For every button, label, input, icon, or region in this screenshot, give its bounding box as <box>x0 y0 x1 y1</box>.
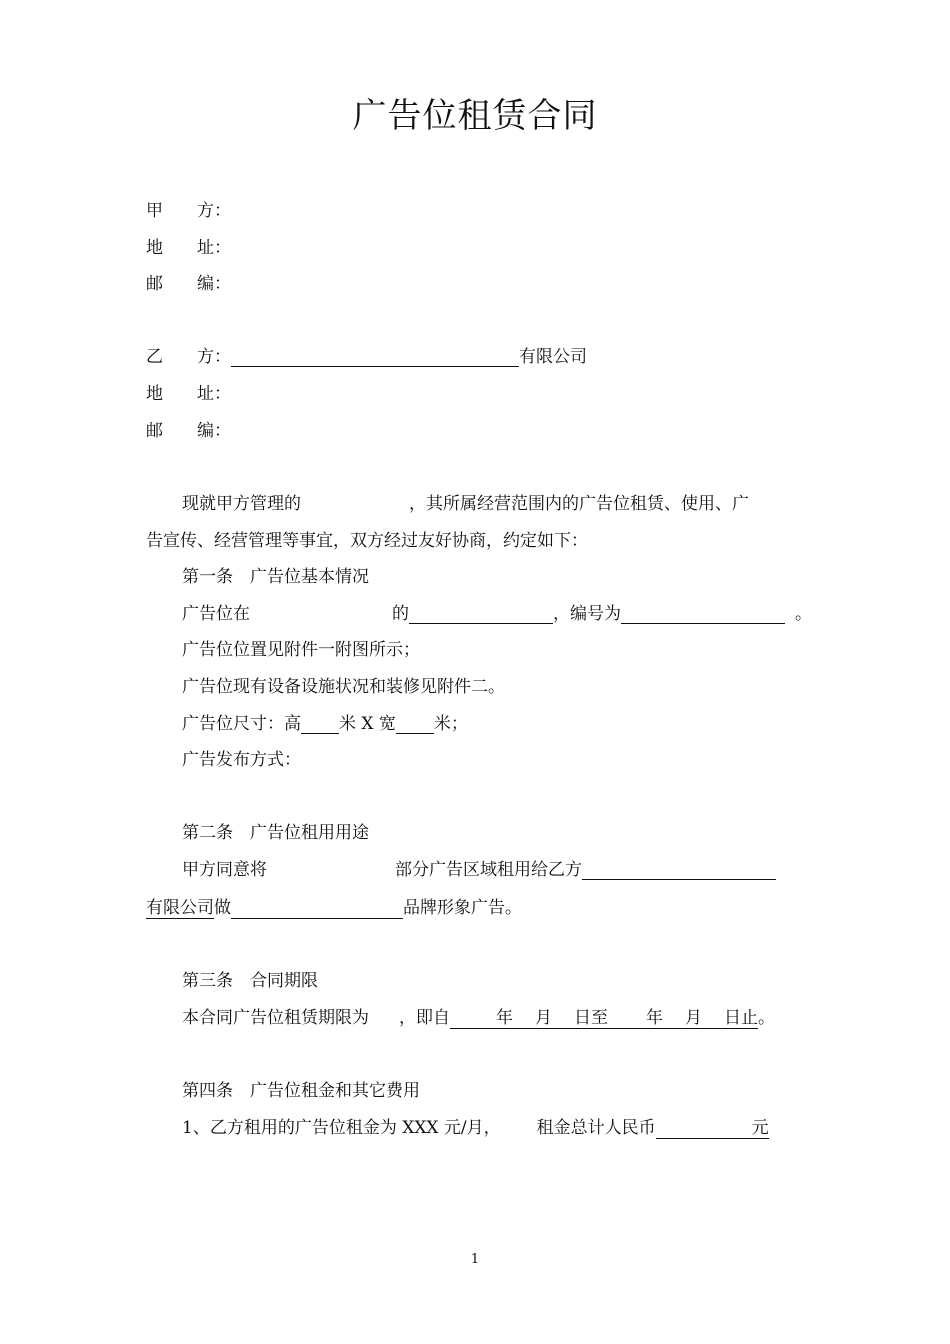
ad-location-text-b: 的 <box>392 604 409 624</box>
page-number: 1 <box>470 1252 480 1267</box>
article-2-line-2 <box>146 898 522 919</box>
rent-text-b: 租金总计人民币 <box>536 1118 656 1138</box>
ad-publish-method: 广告发布方式： <box>182 750 301 770</box>
term-year-1: 年 <box>496 1008 513 1028</box>
party-b-postcode-label: 邮 编： <box>146 421 231 441</box>
article-1-heading: 第一条 广告位基本情况 <box>182 567 369 587</box>
intro-line-2: 告宣传、经营管理等事宜，双方经过友好协商，约定如下： <box>146 531 588 551</box>
term-day-2: 日止 <box>724 1008 758 1028</box>
document-title: 广告位租赁合同 <box>352 96 598 136</box>
article-2-text-b: 部分广告区域租用给乙方 <box>395 860 582 880</box>
article-2-text-a: 甲方同意将 <box>182 860 267 880</box>
ad-number-label: ，编号为 <box>553 604 621 624</box>
party-b-company-suffix: 有限公司 <box>519 347 587 367</box>
term-text-b: ，即自 <box>399 1008 450 1028</box>
party-a-address-label: 地 址： <box>146 238 231 258</box>
term-period: 。 <box>758 1008 775 1028</box>
article-2-heading: 第二条 广告位租用用途 <box>182 823 369 843</box>
article-3-heading: 第三条 合同期限 <box>182 971 318 991</box>
ad-location-blank[interactable] <box>409 605 553 624</box>
intro-text-a: 现就甲方管理的 <box>182 494 301 514</box>
ad-number-blank[interactable] <box>621 605 785 624</box>
brand-name-blank[interactable] <box>231 900 403 919</box>
rent-currency-unit: 元 <box>751 1118 769 1138</box>
article-4-heading: 第四条 广告位租金和其它费用 <box>182 1081 420 1101</box>
ad-size-text-c: 米； <box>433 714 468 734</box>
ad-size-text-a: 广告位尺寸：高 <box>182 714 301 734</box>
article-2-text-c: 品牌形象广告。 <box>403 898 522 918</box>
term-dates[interactable] <box>450 1008 758 1029</box>
ad-size-text-b: 米 X 宽 <box>339 714 396 734</box>
party-b-address-label: 地 址： <box>146 384 231 404</box>
ad-size-line <box>182 714 468 734</box>
party-a-postcode-label: 邮 编： <box>146 274 231 294</box>
contract-term-line <box>182 1008 775 1028</box>
rent-total-blank[interactable] <box>656 1120 752 1139</box>
intro-text-b: ，其所属经营范围内的广告位租赁、使用、广 <box>409 494 749 514</box>
rent-line <box>182 1118 769 1139</box>
intro-line-1 <box>182 494 749 514</box>
rent-text-a: 1、乙方租用的广告位租金为 XXX 元/月， <box>182 1118 501 1138</box>
article-2-line-1 <box>182 860 776 880</box>
party-b-name-line <box>146 347 587 367</box>
term-day-1: 日至 <box>574 1008 608 1028</box>
article-2-text-do: 做 <box>214 898 231 918</box>
party-b-name-blank[interactable] <box>231 348 519 367</box>
term-year-2: 年 <box>646 1008 663 1028</box>
term-month-1: 月 <box>535 1008 552 1028</box>
term-text-a: 本合同广告位租赁期限为 <box>182 1008 369 1028</box>
ad-width-blank[interactable] <box>396 715 434 734</box>
ad-location-period: 。 <box>795 604 812 624</box>
ad-location-line <box>182 604 812 624</box>
ad-location-text-a: 广告位在 <box>182 604 250 624</box>
ad-equipment-note: 广告位现有设备设施状况和装修见附件二。 <box>182 677 505 697</box>
term-month-2: 月 <box>685 1008 702 1028</box>
party-a-name-label: 甲 方： <box>146 201 231 221</box>
tenant-name-blank[interactable] <box>582 861 776 880</box>
ad-height-blank[interactable] <box>301 715 339 734</box>
tenant-company-suffix: 有限公司 <box>146 898 214 918</box>
party-b-name-label: 乙 方： <box>146 347 231 367</box>
ad-position-note: 广告位位置见附件一附图所示； <box>182 640 420 660</box>
